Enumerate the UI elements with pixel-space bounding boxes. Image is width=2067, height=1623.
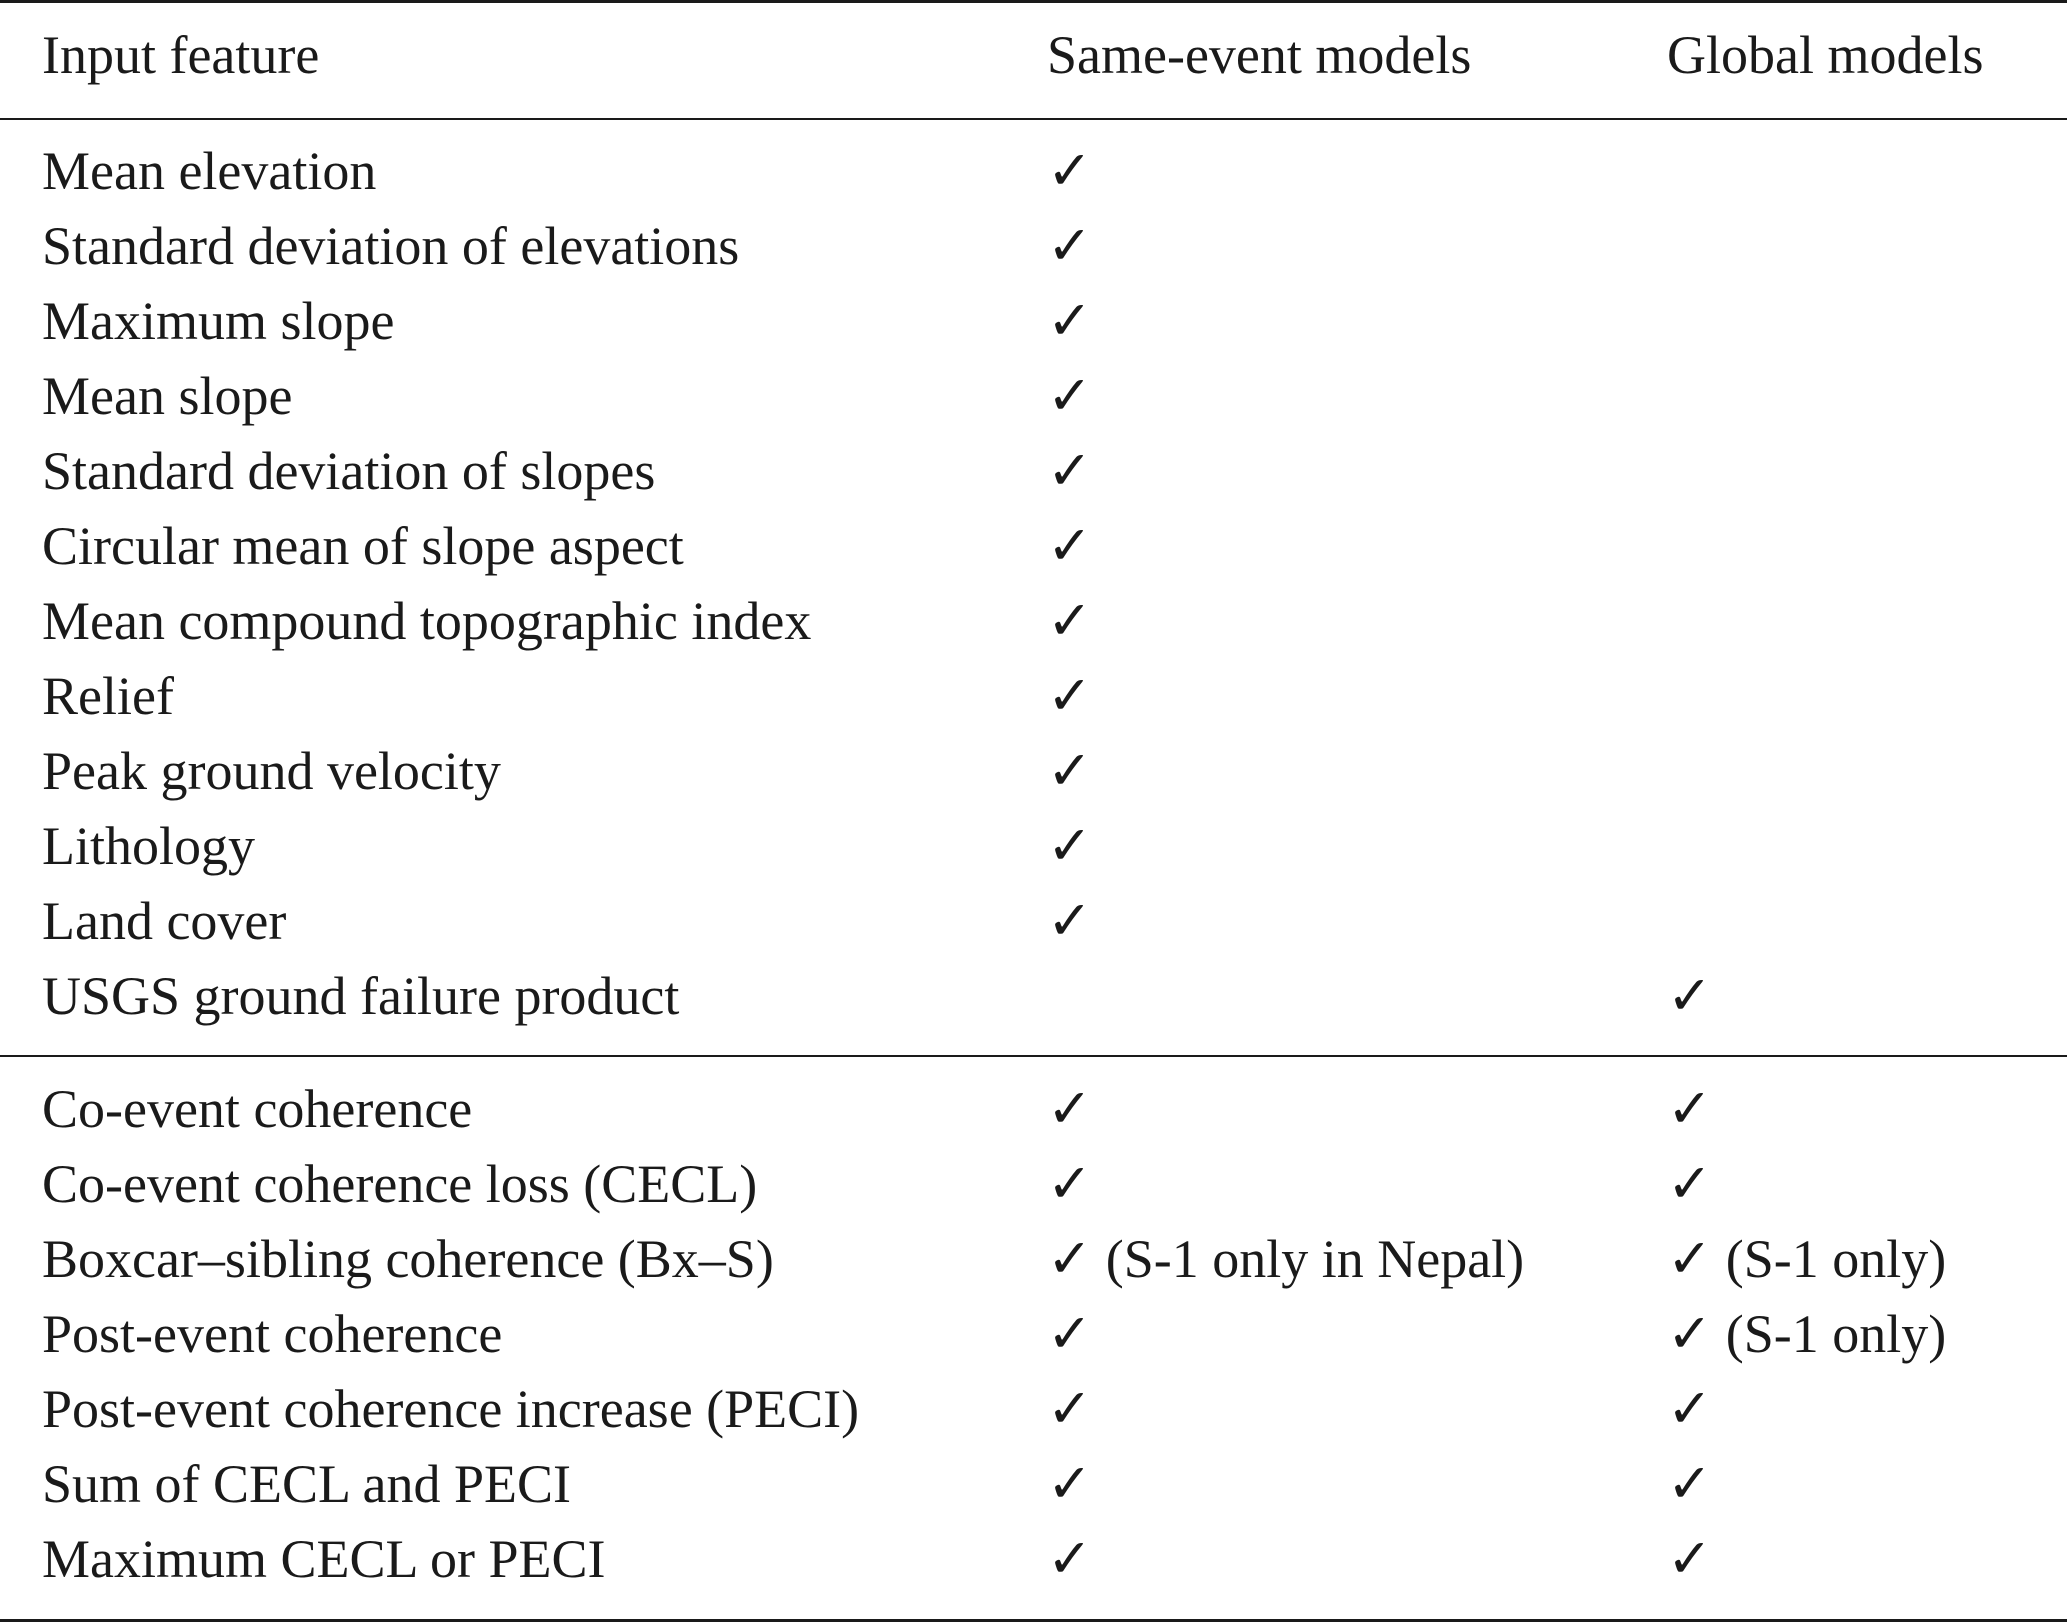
same-event-cell: ✓ (1047, 141, 1093, 201)
same-event-cell: ✓ (1047, 516, 1093, 576)
feature-cell: Circular mean of slope aspect (42, 516, 684, 576)
table-row (0, 359, 2067, 434)
table-row (0, 509, 2067, 584)
feature-cell: Co-event coherence (42, 1079, 473, 1139)
table-row (0, 209, 2067, 284)
header-same-event-models: Same-event models (1047, 25, 1472, 85)
feature-cell: USGS ground failure product (42, 966, 680, 1026)
global-cell: ✓ (1667, 1529, 1713, 1589)
global-cell: ✓ (1667, 966, 1713, 1026)
feature-cell: Maximum slope (42, 291, 395, 351)
table-row (0, 1147, 2067, 1222)
table-row (0, 959, 2067, 1034)
bottom-rule (0, 1619, 2067, 1622)
same-event-cell: ✓ (1047, 216, 1093, 276)
table-row (0, 659, 2067, 734)
same-event-cell: ✓ (1047, 1304, 1093, 1364)
feature-cell: Mean elevation (42, 141, 377, 201)
same-event-cell: ✓ (1047, 1529, 1093, 1589)
header-rule (0, 118, 2067, 120)
same-event-cell: ✓ (S-1 only in Nepal) (1047, 1229, 1525, 1289)
table-row (0, 1072, 2067, 1147)
feature-cell: Boxcar–sibling coherence (Bx–S) (42, 1229, 774, 1289)
feature-cell: Land cover (42, 891, 287, 951)
table-row (0, 134, 2067, 209)
table-row (0, 1222, 2067, 1297)
global-cell: ✓ (S-1 only) (1667, 1229, 1947, 1289)
table-row (0, 734, 2067, 809)
table-row (0, 1372, 2067, 1447)
feature-cell: Lithology (42, 816, 255, 876)
same-event-cell: ✓ (1047, 441, 1093, 501)
header-global-models: Global models (1667, 25, 1984, 85)
table-header (0, 18, 2067, 93)
feature-cell: Peak ground velocity (42, 741, 501, 801)
same-event-cell: ✓ (1047, 741, 1093, 801)
feature-cell: Sum of CECL and PECI (42, 1454, 572, 1514)
feature-cell: Co-event coherence loss (CECL) (42, 1154, 758, 1214)
top-rule (0, 0, 2067, 3)
table-row (0, 1447, 2067, 1522)
same-event-cell: ✓ (1047, 591, 1093, 651)
feature-cell: Mean slope (42, 366, 293, 426)
table-row (0, 1522, 2067, 1597)
section-rule (0, 1055, 2067, 1057)
feature-cell: Maximum CECL or PECI (42, 1529, 606, 1589)
feature-cell: Post-event coherence increase (PECI) (42, 1379, 860, 1439)
feature-cell: Standard deviation of slopes (42, 441, 656, 501)
table-row (0, 809, 2067, 884)
feature-cell: Relief (42, 666, 174, 726)
global-cell: ✓ (S-1 only) (1667, 1304, 1947, 1364)
feature-cell: Standard deviation of elevations (42, 216, 740, 276)
table-row (0, 1297, 2067, 1372)
global-cell: ✓ (1667, 1079, 1713, 1139)
table-row (0, 284, 2067, 359)
same-event-cell: ✓ (1047, 1454, 1093, 1514)
same-event-cell: ✓ (1047, 291, 1093, 351)
global-cell: ✓ (1667, 1379, 1713, 1439)
same-event-cell: ✓ (1047, 366, 1093, 426)
table-row (0, 434, 2067, 509)
same-event-cell: ✓ (1047, 1379, 1093, 1439)
same-event-cell: ✓ (1047, 1079, 1093, 1139)
global-cell: ✓ (1667, 1454, 1713, 1514)
global-cell: ✓ (1667, 1154, 1713, 1214)
table-row (0, 584, 2067, 659)
same-event-cell: ✓ (1047, 816, 1093, 876)
header-input-feature: Input feature (42, 25, 320, 85)
same-event-cell: ✓ (1047, 1154, 1093, 1214)
same-event-cell: ✓ (1047, 666, 1093, 726)
feature-cell: Post-event coherence (42, 1304, 503, 1364)
table-row (0, 884, 2067, 959)
same-event-cell: ✓ (1047, 891, 1093, 951)
feature-cell: Mean compound topographic index (42, 591, 812, 651)
